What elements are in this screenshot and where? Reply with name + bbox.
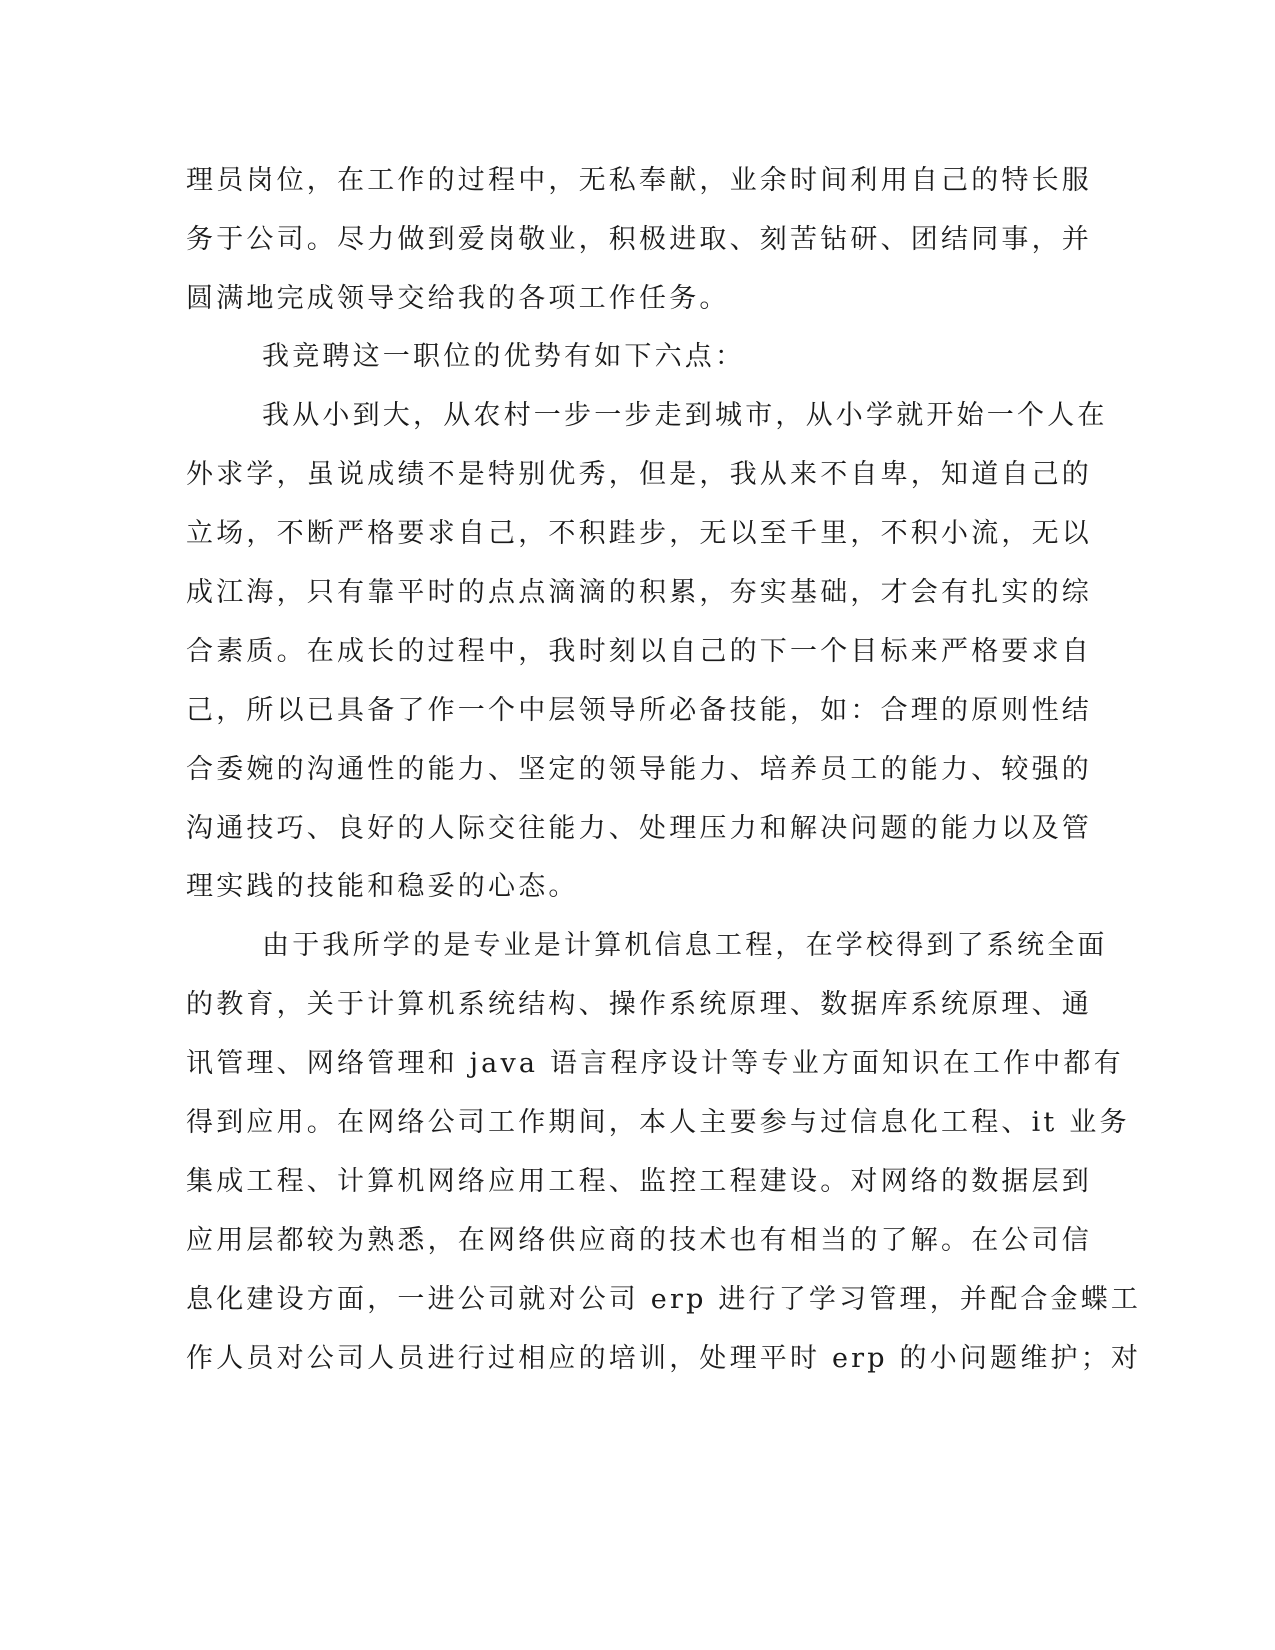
paragraph-3-line-7: 合委婉的沟通性的能力、坚定的领导能力、培养员工的能力、较强的 <box>186 754 1092 785</box>
paragraph-4-line-5: 集成工程、计算机网络应用工程、监控工程建设。对网络的数据层到 <box>186 1166 1092 1197</box>
paragraph-3-line-4: 成江海，只有靠平时的点点滴滴的积累，夯实基础，才会有扎实的综 <box>186 577 1092 608</box>
paragraph-3-line-2: 外求学，虽说成绩不是特别优秀，但是，我从来不自卑，知道自己的 <box>186 459 1092 490</box>
paragraph-4-line-8: 作人员对公司人员进行过相应的培训，处理平时 erp 的小问题维护；对 <box>186 1343 1142 1374</box>
paragraph-4-line-1: 由于我所学的是专业是计算机信息工程，在学校得到了系统全面 <box>262 930 1108 961</box>
paragraph-2-line-1: 我竞聘这一职位的优势有如下六点： <box>262 341 746 372</box>
paragraph-3-line-1: 我从小到大，从农村一步一步走到城市，从小学就开始一个人在 <box>262 400 1108 431</box>
paragraph-1-line-2: 务于公司。尽力做到爱岗敬业，积极进取、刻苦钻研、团结同事，并 <box>186 224 1092 255</box>
paragraph-3-line-8: 沟通技巧、良好的人际交往能力、处理压力和解决问题的能力以及管 <box>186 813 1092 844</box>
paragraph-3-line-5: 合素质。在成长的过程中，我时刻以自己的下一个目标来严格要求自 <box>186 636 1092 667</box>
paragraph-3-line-6: 己，所以已具备了作一个中层领导所必备技能，如：合理的原则性结 <box>186 695 1092 726</box>
paragraph-4-line-2: 的教育，关于计算机系统结构、操作系统原理、数据库系统原理、通 <box>186 989 1092 1020</box>
paragraph-4-line-6: 应用层都较为熟悉，在网络供应商的技术也有相当的了解。在公司信 <box>186 1225 1092 1256</box>
paragraph-4-line-4: 得到应用。在网络公司工作期间，本人主要参与过信息化工程、it 业务 <box>186 1107 1130 1138</box>
paragraph-4-line-3: 讯管理、网络管理和 java 语言程序设计等专业方面知识在工作中都有 <box>186 1048 1124 1079</box>
paragraph-3-line-9: 理实践的技能和稳妥的心态。 <box>186 871 579 902</box>
paragraph-3-line-3: 立场，不断严格要求自己，不积跬步，无以至千里，不积小流，无以 <box>186 518 1092 549</box>
paragraph-1-line-1: 理员岗位，在工作的过程中，无私奉献，业余时间利用自己的特长服 <box>186 165 1092 196</box>
paragraph-4-line-7: 息化建设方面，一进公司就对公司 erp 进行了学习管理，并配合金蝶工 <box>186 1284 1142 1315</box>
paragraph-1-line-3: 圆满地完成领导交给我的各项工作任务。 <box>186 283 730 314</box>
